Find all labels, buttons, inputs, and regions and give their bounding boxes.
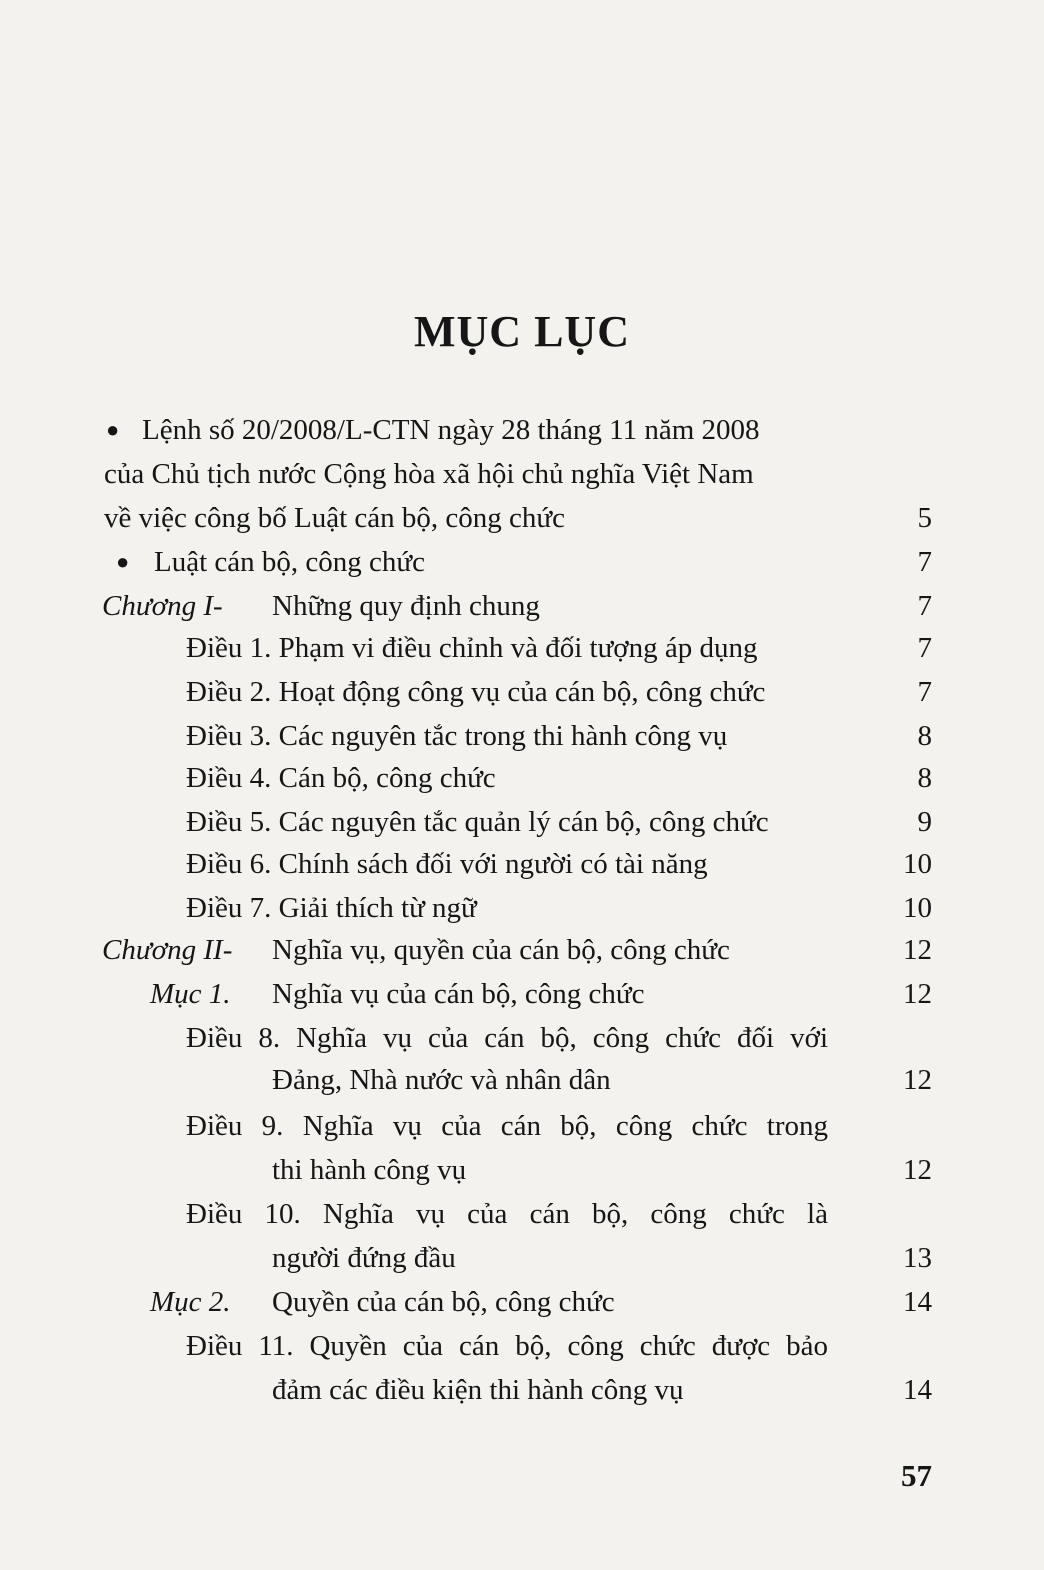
toc-dieu1-page: 7 xyxy=(917,632,932,664)
toc-dieu10-page: 13 xyxy=(903,1242,932,1274)
toc-dieu9-line1[interactable]: Điều 9. Nghĩa vụ của cán bộ, công chức trong xyxy=(186,1110,828,1142)
toc-chuong1-title[interactable]: Những quy định chung xyxy=(272,590,540,622)
toc-dieu8-line2[interactable]: Đảng, Nhà nước và nhân dân xyxy=(272,1064,611,1096)
toc-dieu10-line1[interactable]: Điều 10. Nghĩa vụ của cán bộ, công chức là xyxy=(186,1198,828,1230)
toc-dieu11-line2[interactable]: đảm các điều kiện thi hành công vụ xyxy=(272,1374,684,1406)
toc-chuong2-title[interactable]: Nghĩa vụ, quyền của cán bộ, công chức xyxy=(272,934,730,966)
toc-chuong1-label: Chương I- xyxy=(102,590,223,622)
toc-muc2-title[interactable]: Quyền của cán bộ, công chức xyxy=(272,1286,615,1318)
toc-dieu3-page: 8 xyxy=(917,720,932,752)
toc-chuong2-page: 12 xyxy=(903,934,932,966)
toc-dieu11-line1[interactable]: Điều 11. Quyền của cán bộ, công chức được bảo xyxy=(186,1330,828,1362)
toc-lenh-page: 5 xyxy=(917,502,932,534)
toc-dieu1[interactable]: Điều 1. Phạm vi điều chỉnh và đối tượng áp dụng xyxy=(186,632,758,664)
toc-dieu2[interactable]: Điều 2. Hoạt động công vụ của cán bộ, công chức xyxy=(186,676,766,708)
page-title: MỤC LỤC xyxy=(414,307,630,356)
toc-dieu6-page: 10 xyxy=(903,848,932,880)
toc-lenh-line1[interactable]: Lệnh số 20/2008/L-CTN ngày 28 tháng 11 năm 2008 xyxy=(142,414,760,446)
toc-luat[interactable]: Luật cán bộ, công chức xyxy=(154,546,425,578)
toc-dieu8-page: 12 xyxy=(903,1064,932,1096)
toc-lenh-line2[interactable]: của Chủ tịch nước Cộng hòa xã hội chủ nghĩa Việt Nam xyxy=(104,458,754,490)
toc-muc1-label: Mục 1. xyxy=(150,978,231,1010)
toc-dieu10-line2[interactable]: người đứng đầu xyxy=(272,1242,456,1274)
toc-dieu2-page: 7 xyxy=(917,676,932,708)
bullet-icon: ● xyxy=(116,549,130,574)
toc-dieu6[interactable]: Điều 6. Chính sách đối với người có tài năng xyxy=(186,848,708,880)
toc-dieu8-line1[interactable]: Điều 8. Nghĩa vụ của cán bộ, công chức đối với xyxy=(186,1022,828,1054)
toc-dieu9-page: 12 xyxy=(903,1154,932,1186)
toc-muc1-page: 12 xyxy=(903,978,932,1010)
page-number: 57 xyxy=(901,1458,932,1493)
toc-dieu4[interactable]: Điều 4. Cán bộ, công chức xyxy=(186,762,496,794)
toc-dieu7-page: 10 xyxy=(903,892,932,924)
bullet-icon: ● xyxy=(106,417,120,442)
toc-muc2-label: Mục 2. xyxy=(150,1286,231,1318)
toc-muc2-page: 14 xyxy=(903,1286,932,1318)
toc-dieu11-page: 14 xyxy=(903,1374,932,1406)
toc-dieu9-line2[interactable]: thi hành công vụ xyxy=(272,1154,467,1186)
toc-luat-page: 7 xyxy=(917,546,932,578)
toc-dieu5-page: 9 xyxy=(917,806,932,838)
toc-dieu7[interactable]: Điều 7. Giải thích từ ngữ xyxy=(186,892,477,924)
toc-muc1-title[interactable]: Nghĩa vụ của cán bộ, công chức xyxy=(272,978,645,1010)
toc-dieu5[interactable]: Điều 5. Các nguyên tắc quản lý cán bộ, công chức xyxy=(186,806,769,838)
toc-dieu4-page: 8 xyxy=(917,762,932,794)
toc-chuong1-page: 7 xyxy=(917,590,932,622)
toc-chuong2-label: Chương II- xyxy=(102,934,233,966)
toc-lenh-line3[interactable]: về việc công bố Luật cán bộ, công chức xyxy=(104,502,566,534)
toc-dieu3[interactable]: Điều 3. Các nguyên tắc trong thi hành công vụ xyxy=(186,720,728,752)
